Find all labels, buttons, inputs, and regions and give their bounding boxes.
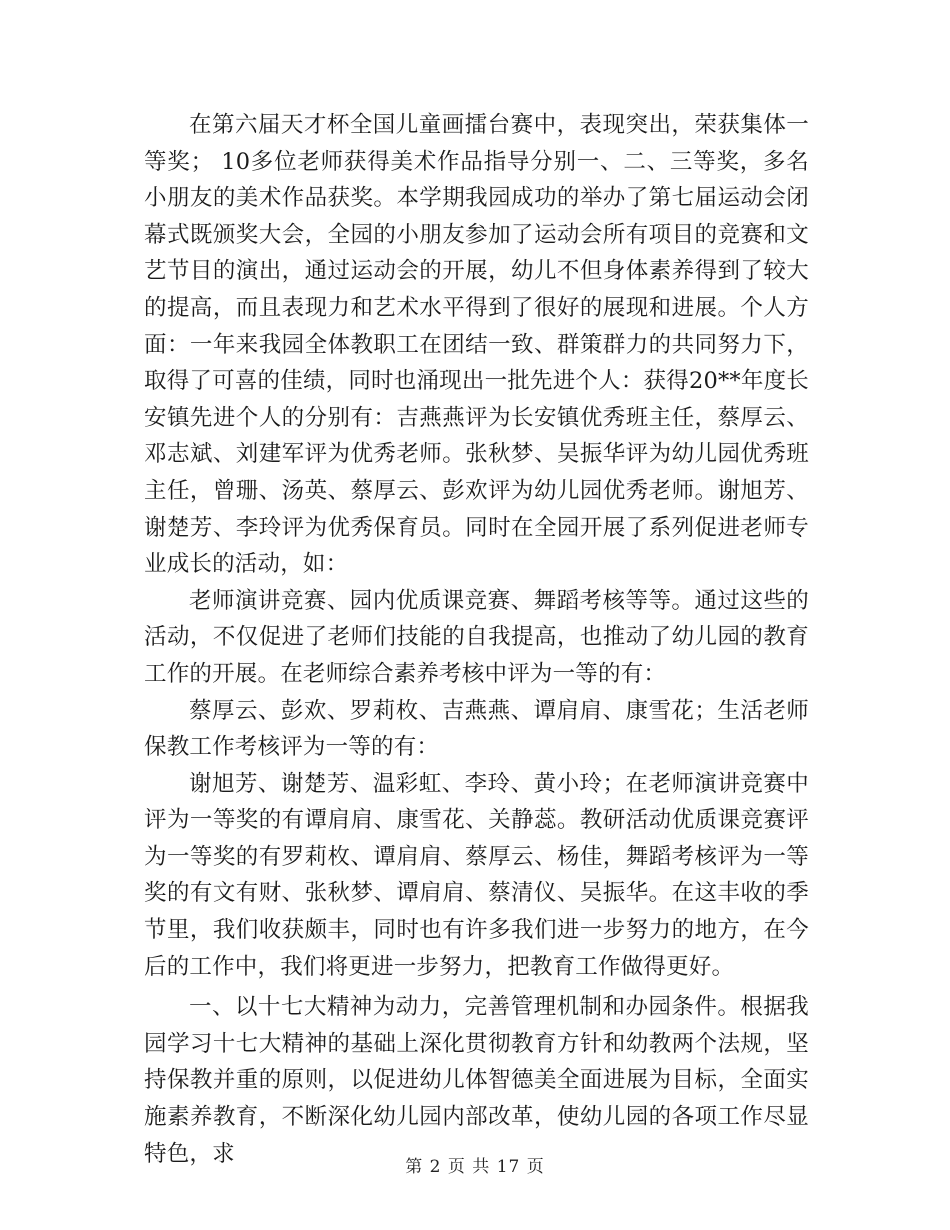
paragraph-teacher-activities: 老师演讲竞赛、园内优质课竞赛、舞蹈考核等等。通过这些的活动，不仅促进了老师们技能的自我提高，也推动了幼儿园的教育工作的开展。在老师综合素养考核中评为一等的有： (144, 587, 809, 687)
paragraph-competition-results: 谢旭芳、谢楚芳、温彩虹、李玲、黄小玲；在老师演讲竞赛中评为一等奖的有谭肩肩、康雪花、关静蕊。教研活动优质课竞赛评为一等奖的有罗莉枚、谭肩肩、蔡厚云、杨佳，舞蹈考核评为一等奖的有文有财、张秋梦、谭肩肩、蔡清仪、吴振华。在这丰收的季节里，我们收获颇丰，同时也有许多我们进一步努力的地方，在今后的工作中，我们将更进一步努力，把教育工作做得更好。 (144, 770, 809, 980)
page-number-footer: 第 2 页 共 17 页 (405, 1157, 545, 1177)
paragraph-management-section: 一、以十七大精神为动力，完善管理机制和办园条件。根据我园学习十七大精神的基础上深化贯彻教育方针和幼教两个法规，坚持保教并重的原则，以促进幼儿体智德美全面进展为目标，全面实施素养教育，不断深化幼儿园内部改革，使幼儿园的各项工作尽显特色，求 (144, 994, 809, 1167)
paragraph-quality-assessment: 蔡厚云、彭欢、罗莉枚、吉燕燕、谭肩肩、康雪花；生活老师保教工作考核评为一等的有： (144, 697, 809, 761)
paragraph-awards-and-honors: 在第六届天才杯全国儿童画擂台赛中，表现突出，荣获集体一等奖； 10多位老师获得美术作品指导分别一、二、三等奖，多名小朋友的美术作品获奖。本学期我园成功的举办了第七届运动会闭幕式既颁奖大会，全园的小朋友参加了运动会所有项目的竞赛和文艺节目的演出，通过运动会的开展，幼儿不但身体素养得到了较大的提高，而且表现力和艺术水平得到了很好的展现和进展。个人方面：一年来我园全体教职工在团结一致、群策群力的共同努力下，取得了可喜的佳绩，同时也涌现出一批先进个人：获得20**年度长安镇先进个人的分别有：吉燕燕评为长安镇优秀班主任，蔡厚云、邓志斌、刘建军评为优秀老师。张秋梦、吴振华评为幼儿园优秀班主任，曾珊、汤英、蔡厚云、彭欢评为幼儿园优秀老师。谢旭芳、谢楚芳、李玲评为优秀保育员。同时在全园开展了系列促进老师专业成长的活动，如： (144, 112, 809, 578)
document-body (144, 107, 809, 1172)
